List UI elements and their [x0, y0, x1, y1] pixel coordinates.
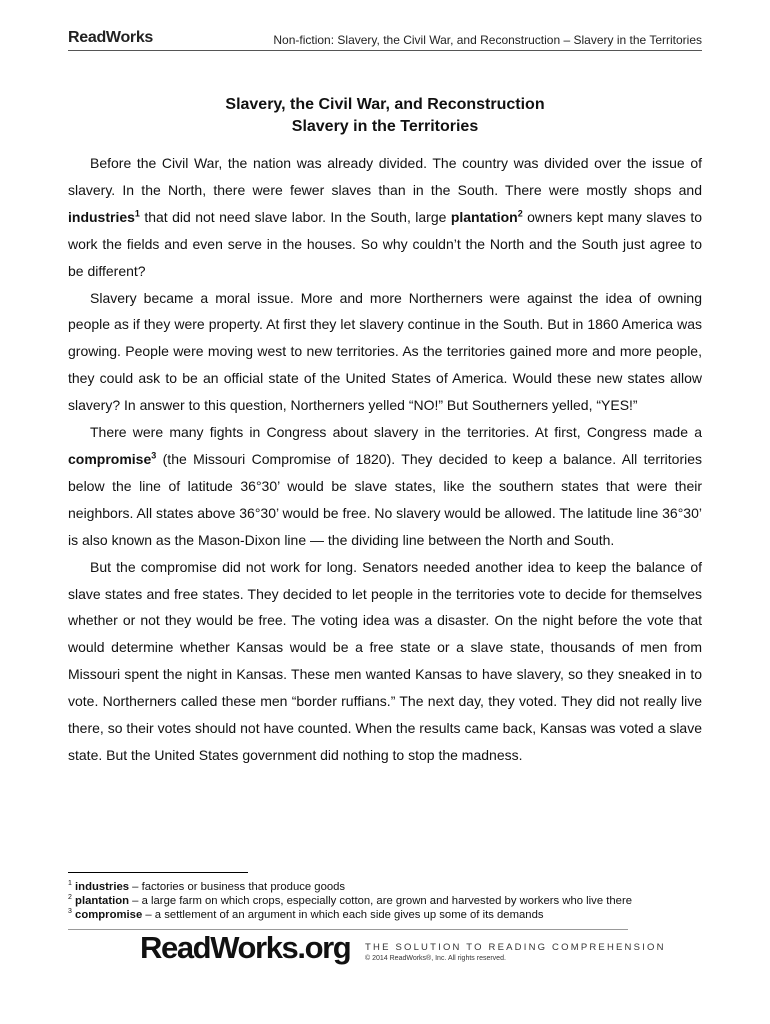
header-subtitle: Non-fiction: Slavery, the Civil War, and Reconstruction – Slavery in the Territories	[273, 33, 702, 47]
footnote-2-definition: – a large farm on which crops, especially cotton, are grown and harvested by workers who live there	[129, 895, 632, 907]
footnote-3	[68, 908, 708, 922]
footnote-ref-1: 1	[134, 208, 140, 219]
footer-logo: ReadWorks.org	[140, 930, 351, 965]
paragraph-1-text-c: owners kept many slaves to work the fields and even serve in the houses. So why couldn’t the North and the South just agree to be different?	[68, 208, 702, 279]
footnote-3-term: compromise	[75, 909, 143, 921]
footnote-1	[68, 880, 708, 894]
paragraph-1-text-b: that did not need slave labor. In the South, large	[139, 208, 451, 225]
paragraph-3	[68, 419, 702, 554]
footnote-3-number: 3	[68, 908, 72, 916]
title-line-2: Slavery in the Territories	[291, 117, 479, 135]
title-line-1: Slavery, the Civil War, and Reconstruction	[225, 96, 545, 113]
footnote-1-term: industries	[75, 881, 130, 893]
footnote-2	[68, 894, 708, 908]
term-compromise: compromise	[68, 450, 152, 467]
footnote-ref-2: 2	[517, 208, 523, 219]
footnote-2-term: plantation	[75, 895, 130, 907]
footer-copyright: © 2014 ReadWorks®, Inc. All rights reserved.	[365, 955, 506, 962]
footnote-2-number: 2	[68, 894, 72, 902]
paragraph-3-text-a: There were many fights in Congress about slavery in the territories. At first, Congress made a	[90, 424, 702, 441]
footnote-1-number: 1	[68, 880, 72, 888]
header-divider	[68, 50, 702, 51]
footnote-divider	[68, 872, 248, 873]
page-title	[0, 94, 770, 137]
article-body	[68, 150, 702, 769]
paragraph-2: Slavery became a moral issue. More and more Northerners were against the idea of owning people as if they were property. At first they let slavery continue in the South. But in 1860 America was growing. People were moving west to new territories. As the territories gained more and more people, they could ask to be an official state of the United States of America. Would these new states allow slavery? In answer to this question, Northerners yelled “NO!” But Southerners yelled, “YES!”	[68, 289, 702, 414]
footnote-ref-3: 3	[151, 450, 157, 461]
paragraph-1	[68, 150, 702, 285]
term-plantation: plantation	[450, 208, 518, 225]
term-industries: industries	[68, 208, 135, 225]
header-brand-logo: ReadWorks	[68, 29, 154, 46]
page-header	[68, 29, 702, 49]
footnotes	[68, 880, 708, 922]
paragraph-4: But the compromise did not work for long. Senators needed another idea to keep the balance of slave states and free states. They decided to let people in the territories vote to decide for themselves whether or not they would be free. The voting idea was a disaster. On the night before the vote that would determine whether Kansas would be a free state or a slave state, thousands of men from Missouri spent the night in Kansas. These men wanted Kansas to have slavery, so they sneaked in to vote. Northerners called these men “border ruffians.” The next day, they voted. They did not really live there, so their votes should not have counted. When the results came back, Kansas was voted a slave state. But the United States government did nothing to stop the madness.	[68, 558, 702, 763]
paragraph-3-text-b: (the Missouri Compromise of 1820). They decided to keep a balance. All territories below the line of latitude 36°30’ would be slave states, like the southern states that were their neighbors. All states above 36°30’ would be free. No slavery would be allowed. The latitude line 36°30’ is also known as the Mason-Dixon line — the dividing line between the North and South.	[68, 450, 702, 548]
footnote-1-definition: – factories or business that produce goods	[129, 881, 346, 893]
footnote-3-definition: – a settlement of an argument in which each side gives up some of its demands	[142, 909, 544, 921]
footer-tagline: THE SOLUTION TO READING COMPREHENSION	[365, 942, 666, 953]
paragraph-1-text-a: Before the Civil War, the nation was already divided. The country was divided over the issue of slavery. In the North, there were fewer slaves than in the South. There were mostly shops and	[68, 155, 702, 198]
